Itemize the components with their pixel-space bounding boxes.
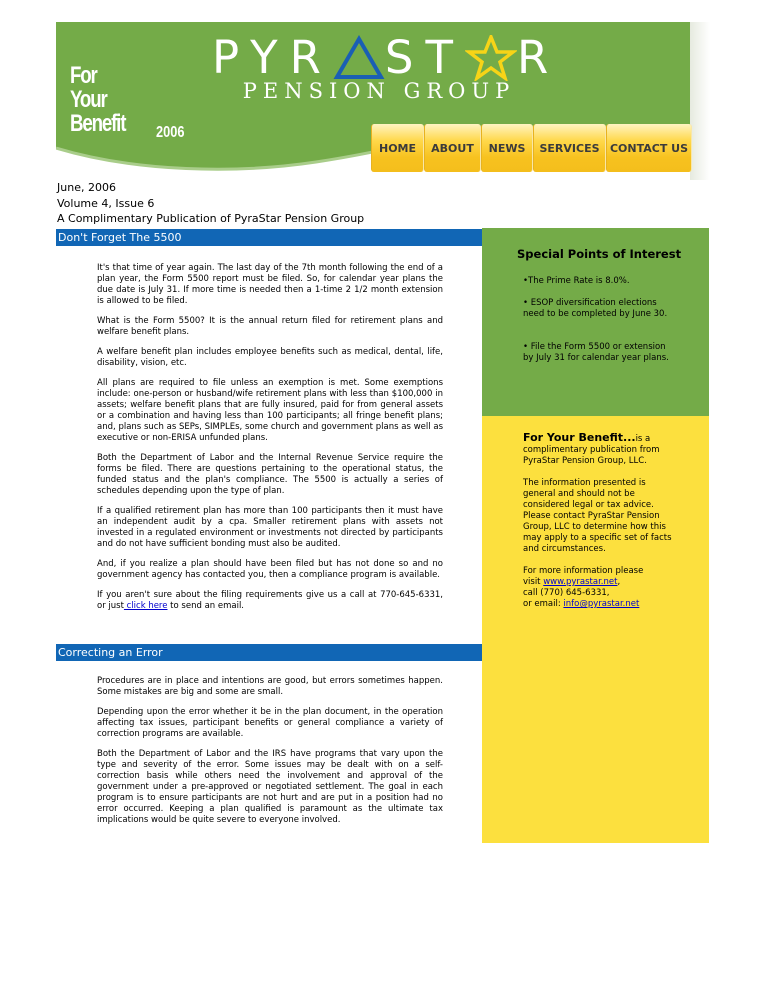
article-paragraph: Both the Department of Labor and the IRS have programs that vary upon the type and severity of the error. Some issues may be dealt with on a self-correction basis while others need the involvement and approval of the government under a pre-approved or negotiated settlement. The goal in each program is to ensure participants are not hurt and are put in a position had no error occurred. Keeping a plan qualified is paramount as the ultimate tax implications would be quite severe to everyone involved. [97,749,443,825]
article-paragraph: Procedures are in place and intentions are good, but errors sometimes happen. Some mistakes are big and some are small. [97,676,443,697]
visit-comma: , [617,577,621,587]
nav-contact-us[interactable]: CONTACT US [606,124,692,172]
visit-line [523,577,673,588]
visit-label: visit [523,577,544,587]
article-paragraph: All plans are required to file unless an exemption is met. Some exemptions include: one-person or husband/wife retirement plans with less than $100,000 in assets; welfare benefit plans that are fully insured, paid for from general assets or a combination and having less than 100 participants; all fringe benefit plans; and, plans such as SEPs, SIMPLEs, some church and government plans as well as executive or non-ERISA unfunded plans. [97,378,443,443]
publication-name: For Your Benefit... [523,431,636,444]
title-line: Your [70,86,107,113]
main-nav [371,124,692,172]
more-info [523,566,673,610]
logo-text: PYR [212,31,333,84]
article-paragraph: It's that time of year again. The last day of the 7th month following the end of a plan year, the Form 5500 report must be filed. So, for calendar year plans the due date is July 31. If more time is needed then a 1-time 2 1/2 month extension is allowed to be filed. [97,263,443,306]
publication-intro [523,432,673,467]
publication-tagline: A Complimentary Publication of PyraStar Pension Group [57,212,365,225]
publication-intro-text: is a complimentary publication from PyraStar Pension Group, LLC. [523,434,660,466]
article-paragraph: Both the Department of Labor and the Internal Revenue Service require the forms be filed. There are questions pertaining to the operational status, the funded status and the plan's compliance. The 5500 is actually a series of schedules depending upon the type of plan. [97,453,443,496]
more-info-text: For more information please [523,566,644,576]
article-paragraph: And, if you realize a plan should have been filed but has not done so and no government agency has contacted you, then a compliance program is available. [97,559,443,580]
special-point-item: •The Prime Rate is 8.0%. [523,276,630,286]
phone-line: call (770) 645-6331, [523,588,610,598]
article-paragraph: If a qualified retirement plan has more than 100 participants then it must have an independent audit by a cpa. Smaller retirement plans with assets not invested in a regulated environment or investments not directed by participants and do not have sufficient bonding must also be audited. [97,506,443,549]
contact-text: If you aren't sure about the filing requirements give us a call at 770-645-6331, or just [97,590,443,611]
banner-edge [690,22,710,180]
click-here-link[interactable]: click here [123,601,168,611]
special-point-item: • File the Form 5500 or extension by July 31 for calendar year plans. [523,342,669,363]
nav-services[interactable]: SERVICES [533,124,606,172]
special-point-item: • ESOP diversification elections need to be completed by June 30. [523,298,668,319]
article-paragraph-contact [97,590,443,612]
issue-date: June, 2006 [57,181,116,194]
article-correcting [97,676,443,835]
issue-volume: Volume 4, Issue 6 [57,197,155,210]
sidebar-about-publication [523,432,673,610]
title-line: Benefit [70,110,126,137]
triangle-icon [333,35,385,81]
title-year: 2006 [156,124,185,141]
star-icon [465,35,517,81]
email-label: or email: [523,599,564,609]
nav-news[interactable]: NEWS [481,124,533,172]
title-line: For [70,62,97,89]
for-your-benefit-title [70,64,125,136]
article-paragraph: Depending upon the error whether it be in the plan document, in the operation affecting tax issues, participant benefits or general compliance a variety of correction programs are available. [97,707,443,739]
nav-home[interactable]: HOME [371,124,424,172]
article-paragraph: What is the Form 5500? It is the annual return filed for retirement plans and welfare benefit plans. [97,316,443,337]
section-title-correcting: Correcting an Error [56,644,483,661]
email-link[interactable]: info@pyrastar.net [563,599,640,609]
logo-subtitle: PENSION GROUP [242,79,516,103]
nav-about[interactable]: ABOUT [424,124,481,172]
article-5500 [97,263,443,621]
disclaimer: The information presented is general and should not be considered legal or tax advice. Please contact PyraStar Pension Group, LLC to determine how this may apply to a specific set of facts and circumstances. [523,478,672,554]
email-line [523,599,673,610]
logo-text: R [516,31,561,84]
special-points-title: Special Points of Interest [517,247,682,261]
website-link[interactable]: www.pyrastar.net [543,577,618,587]
section-title-5500: Don't Forget The 5500 [56,229,483,246]
pyrastar-logo [212,31,561,84]
logo-text: ST [384,31,465,84]
contact-text-end: to send an email. [167,601,245,611]
article-paragraph: A welfare benefit plan includes employee benefits such as medical, dental, life, disability, vision, etc. [97,347,443,368]
